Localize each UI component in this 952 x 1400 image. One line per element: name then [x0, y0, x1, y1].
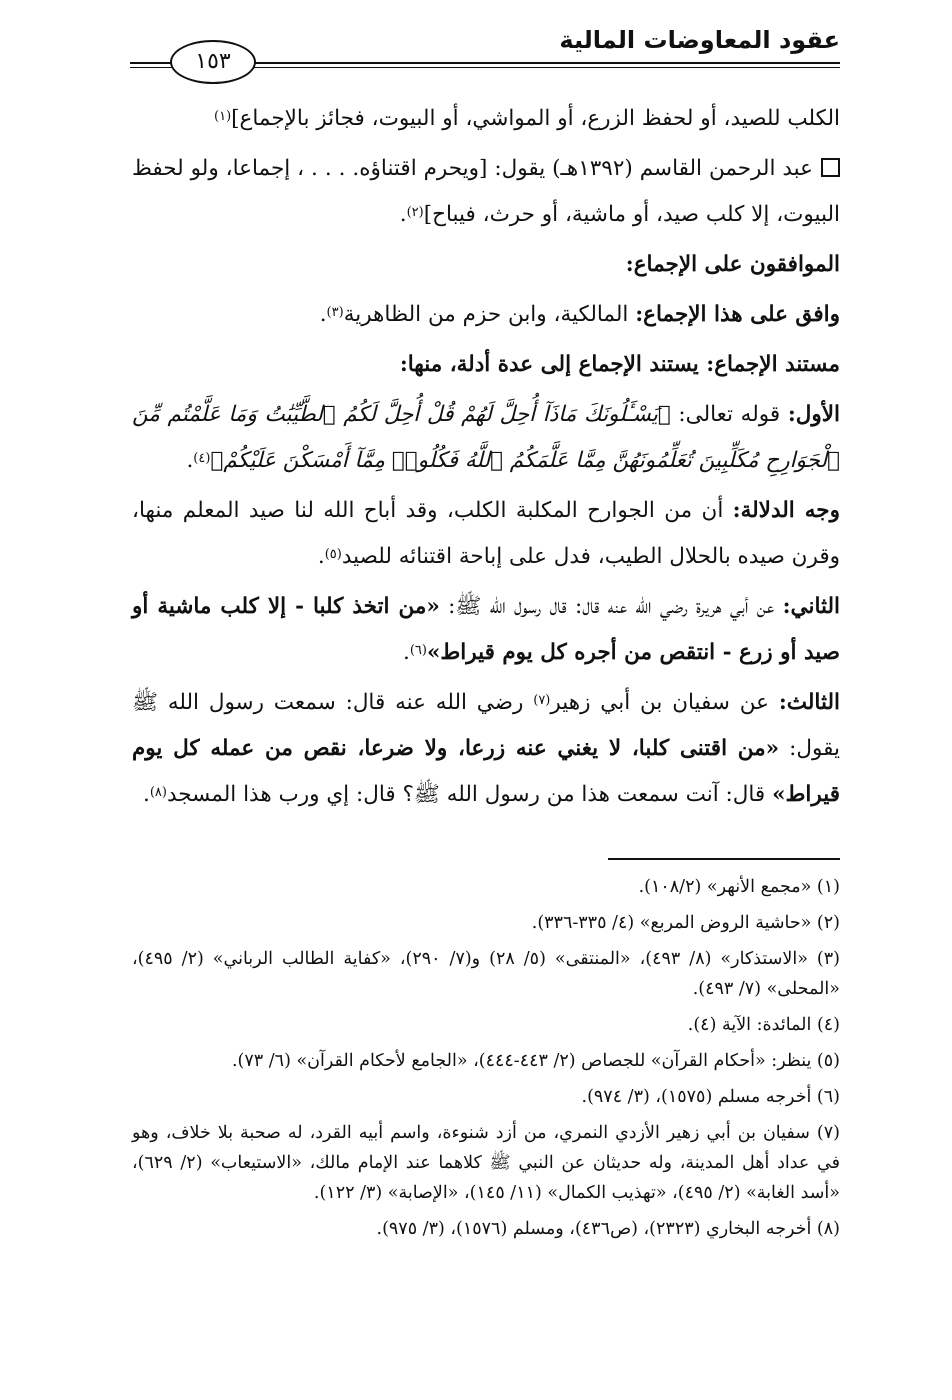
period: . — [402, 640, 410, 665]
label: وجه الدلالة: — [732, 498, 840, 523]
body-text — [132, 96, 840, 818]
period: . — [142, 782, 150, 807]
paragraph-third-evidence — [132, 680, 840, 818]
period: . — [186, 448, 194, 473]
section-heading-agreers — [132, 242, 840, 288]
paragraph-second-evidence — [132, 584, 840, 676]
paragraph-text: قوله تعالى: — [678, 402, 781, 427]
paragraph-text: رضي الله عنه قال: سمعت رسول الله ﷺ يقول: — [132, 690, 840, 761]
footnote-separator — [608, 858, 840, 860]
footnote-ref[interactable]: (٨) — [149, 785, 167, 800]
footnote-ref[interactable]: (٣) — [326, 305, 344, 320]
period: . — [317, 544, 325, 569]
square-bullet-icon — [821, 158, 840, 177]
footnote-item: (٢) «حاشية الروض المربع» (٤/ ٣٣٥-٣٣٦). — [531, 913, 840, 933]
hadith-text: «من اقتنى كلبا، لا يغني عنه زرعا، ولا ضرعا، نقص من عمله كل يوم قيراط» — [132, 736, 840, 807]
paragraph-first-evidence — [132, 392, 840, 484]
label: الثاني: — [782, 594, 841, 619]
footnote-item: (١) «مجمع الأنهر» (١٠٨/٢). — [638, 877, 840, 897]
paragraph-text: الكلب للصيد، أو لحفظ الزرع، أو المواشي، أو البيوت، فجائز بالإجماع] — [231, 106, 840, 131]
label: الثالث: — [778, 690, 840, 715]
paragraph-text: عن سفيان بن أبي زهير — [550, 690, 769, 715]
paragraph-text: أن من الجوارح المكلبة الكلب، وقد أباح الله لنا صيد المعلم منها، وقرن صيده بالحلال الطيب، فدل على إباحة اقتنائه للصيد — [132, 498, 840, 569]
page-header — [130, 26, 840, 76]
paragraph-text: عن أبي هريرة رضي الله عنه قال: قال رسول الله ﷺ: — [448, 594, 775, 619]
paragraph-agreement — [132, 292, 840, 338]
running-title: عقود المعاوضات المالية — [559, 26, 840, 54]
page-number: ١٥٣ — [170, 40, 256, 84]
footnote-ref[interactable]: (٥) — [324, 547, 342, 562]
footnote-item: (٥) ينظر: «أحكام القرآن» للجصاص (٢/ ٤٤٣-٤٤٤)، «الجامع لأحكام القرآن» (٦/ ٧٣). — [231, 1051, 840, 1071]
label: وافق على هذا الإجماع: — [635, 302, 840, 327]
heading-text: الموافقون على الإجماع: — [625, 252, 840, 277]
footnote-item: (٦) أخرجه مسلم (١٥٧٥)، (٣/ ٩٧٤). — [581, 1087, 840, 1107]
quran-verse: ﴿يَسْـَٔلُونَكَ مَاذَآ أُحِلَّ لَهُمْ قُلْ أُحِلَّ لَكُمُ ٱلطَّيِّبَٰتُ وَمَا عَلَّمْتُم مِّنَ ٱلْجَوَارِحِ مُكَلِّبِينَ تُعَلِّمُونَهُنَّ مِمَّا عَلَّمَكُمُ ٱللَّهُ فَكُلُوا۟ مِمَّآ أَمْسَكْنَ عَلَيْكُمْ﴾ — [132, 402, 840, 473]
label: الأول: — [787, 402, 841, 427]
period: . — [319, 302, 327, 327]
paragraph-text: المالكية، وابن حزم من الظاهرية — [343, 302, 629, 327]
footnote-ref[interactable]: (١) — [214, 109, 232, 124]
footnote-item: (٧) سفيان بن أبي زهير الأزدي النمري، من أزد شنوءة، واسم أبيه القرد، له صحبة بلا خلاف، وهو في عداد أهل المدينة، وله حديثان عن النبي ﷺ كلاهما عند الإمام مالك، «الاستيعاب» (٢/ ٦٢٩)، «أسد الغابة» (٢/ ٤٩٥)، «تهذيب الكمال» (١١/ ١٤٥)، «الإصابة» (٣/ ١٢٢). — [132, 1123, 840, 1203]
heading-text: مستند الإجماع: يستند الإجماع إلى عدة أدلة، منها: — [399, 352, 840, 377]
period: . — [399, 202, 407, 227]
footnote-item: (٨) أخرجه البخاري (٢٣٢٣)، (ص٤٣٦)، ومسلم (١٥٧٦)، (٣/ ٩٧٥). — [376, 1219, 840, 1239]
paragraph-text: عبد الرحمن القاسم (١٣٩٢هـ) يقول: [ويحرم اقتناؤه. . . . ، إجماعا، ولو لحفظ البيوت، إلا كلب صيد، أو ماشية، أو حرث، فيباح] — [132, 156, 840, 227]
footnote-ref[interactable]: (٧) — [533, 693, 551, 708]
paragraph-1 — [132, 96, 840, 142]
section-heading-evidence — [132, 342, 840, 388]
paragraph-2 — [132, 146, 840, 238]
hadith-text: «من اتخذ كلبا - إلا كلب ماشية أو صيد أو زرع - انتقص من أجره كل يوم قيراط» — [132, 594, 840, 665]
footnote-item: (٤) المائدة: الآية (٤). — [687, 1015, 840, 1035]
paragraph-indication — [132, 488, 840, 580]
footnote-ref[interactable]: (٢) — [406, 205, 424, 220]
footnote-ref[interactable]: (٦) — [409, 643, 427, 658]
paragraph-text: قال: آنت سمعت هذا من رسول الله ﷺ؟ قال: إي ورب هذا المسجد — [166, 782, 766, 807]
footnote-ref[interactable]: (٤) — [193, 451, 211, 466]
footnotes — [132, 872, 840, 1244]
footnote-item: (٣) «الاستذكار» (٨/ ٤٩٣)، «المنتقى» (٥/ ٢٨) و(٧/ ٢٩٠)، «كفاية الطالب الرباني» (٢/ ٤٩٥)، «المحلى» (٧/ ٤٩٣). — [132, 949, 840, 999]
